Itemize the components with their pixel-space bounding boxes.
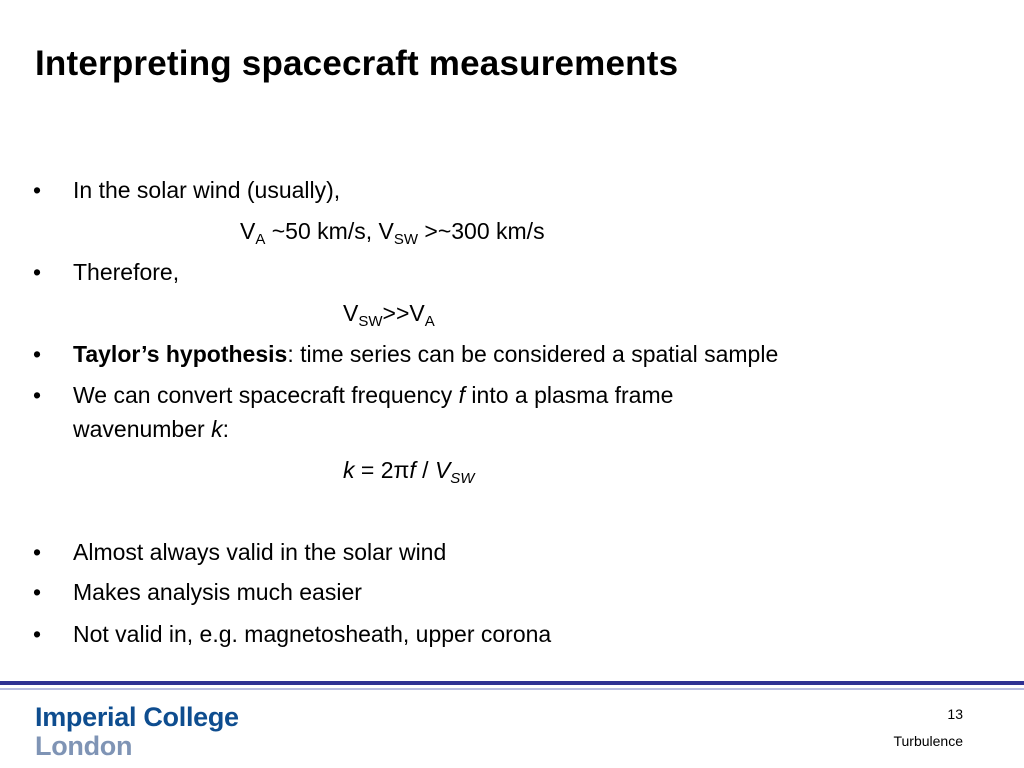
bullet-convert-frequency-cont: wavenumber k: (73, 416, 229, 442)
footer-rule-thin (0, 688, 1024, 690)
bullet-taylor-hypothesis: Taylor’s hypothesis: time series can be considered a spatial sample (73, 341, 779, 367)
logo-line-2: London (35, 731, 133, 761)
bullet-therefore: Therefore, (73, 259, 180, 285)
bullet-makes-analysis-easier: Makes analysis much easier (73, 579, 362, 605)
bullet-convert-frequency: We can convert spacecraft frequency f into a plasma frame (73, 382, 674, 408)
bullet-marker: • (33, 177, 42, 203)
logo-line-1: Imperial College (35, 702, 239, 732)
page-number: 13 (947, 706, 963, 722)
imperial-college-logo (35, 703, 239, 761)
bullet-marker: • (33, 579, 42, 605)
slide-title: Interpreting spacecraft measurements (35, 44, 679, 83)
equation-vsw-much-greater: $V_{SW}>>V_A$ (343, 300, 435, 330)
footer-rule-thick (0, 681, 1024, 685)
bullet-marker: • (33, 621, 42, 647)
bullet-marker: • (33, 259, 42, 285)
bullet-not-valid: Not valid in, e.g. magnetosheath, upper corona (73, 621, 552, 647)
bullet-marker: • (33, 382, 42, 408)
bullet-almost-always-valid: Almost always valid in the solar wind (73, 539, 447, 565)
bullet-solar-wind: In the solar wind (usually), (73, 177, 341, 203)
equation-wavenumber: $k = 2\pi f / V_{SW}$ (343, 457, 475, 487)
equation-speeds: $V_A$ ~50 km/s, $V_{SW}$ >~300 km/s (240, 218, 545, 248)
footer-label: Turbulence (893, 733, 963, 749)
bullet-marker: • (33, 539, 42, 565)
bullet-marker: • (33, 341, 42, 367)
